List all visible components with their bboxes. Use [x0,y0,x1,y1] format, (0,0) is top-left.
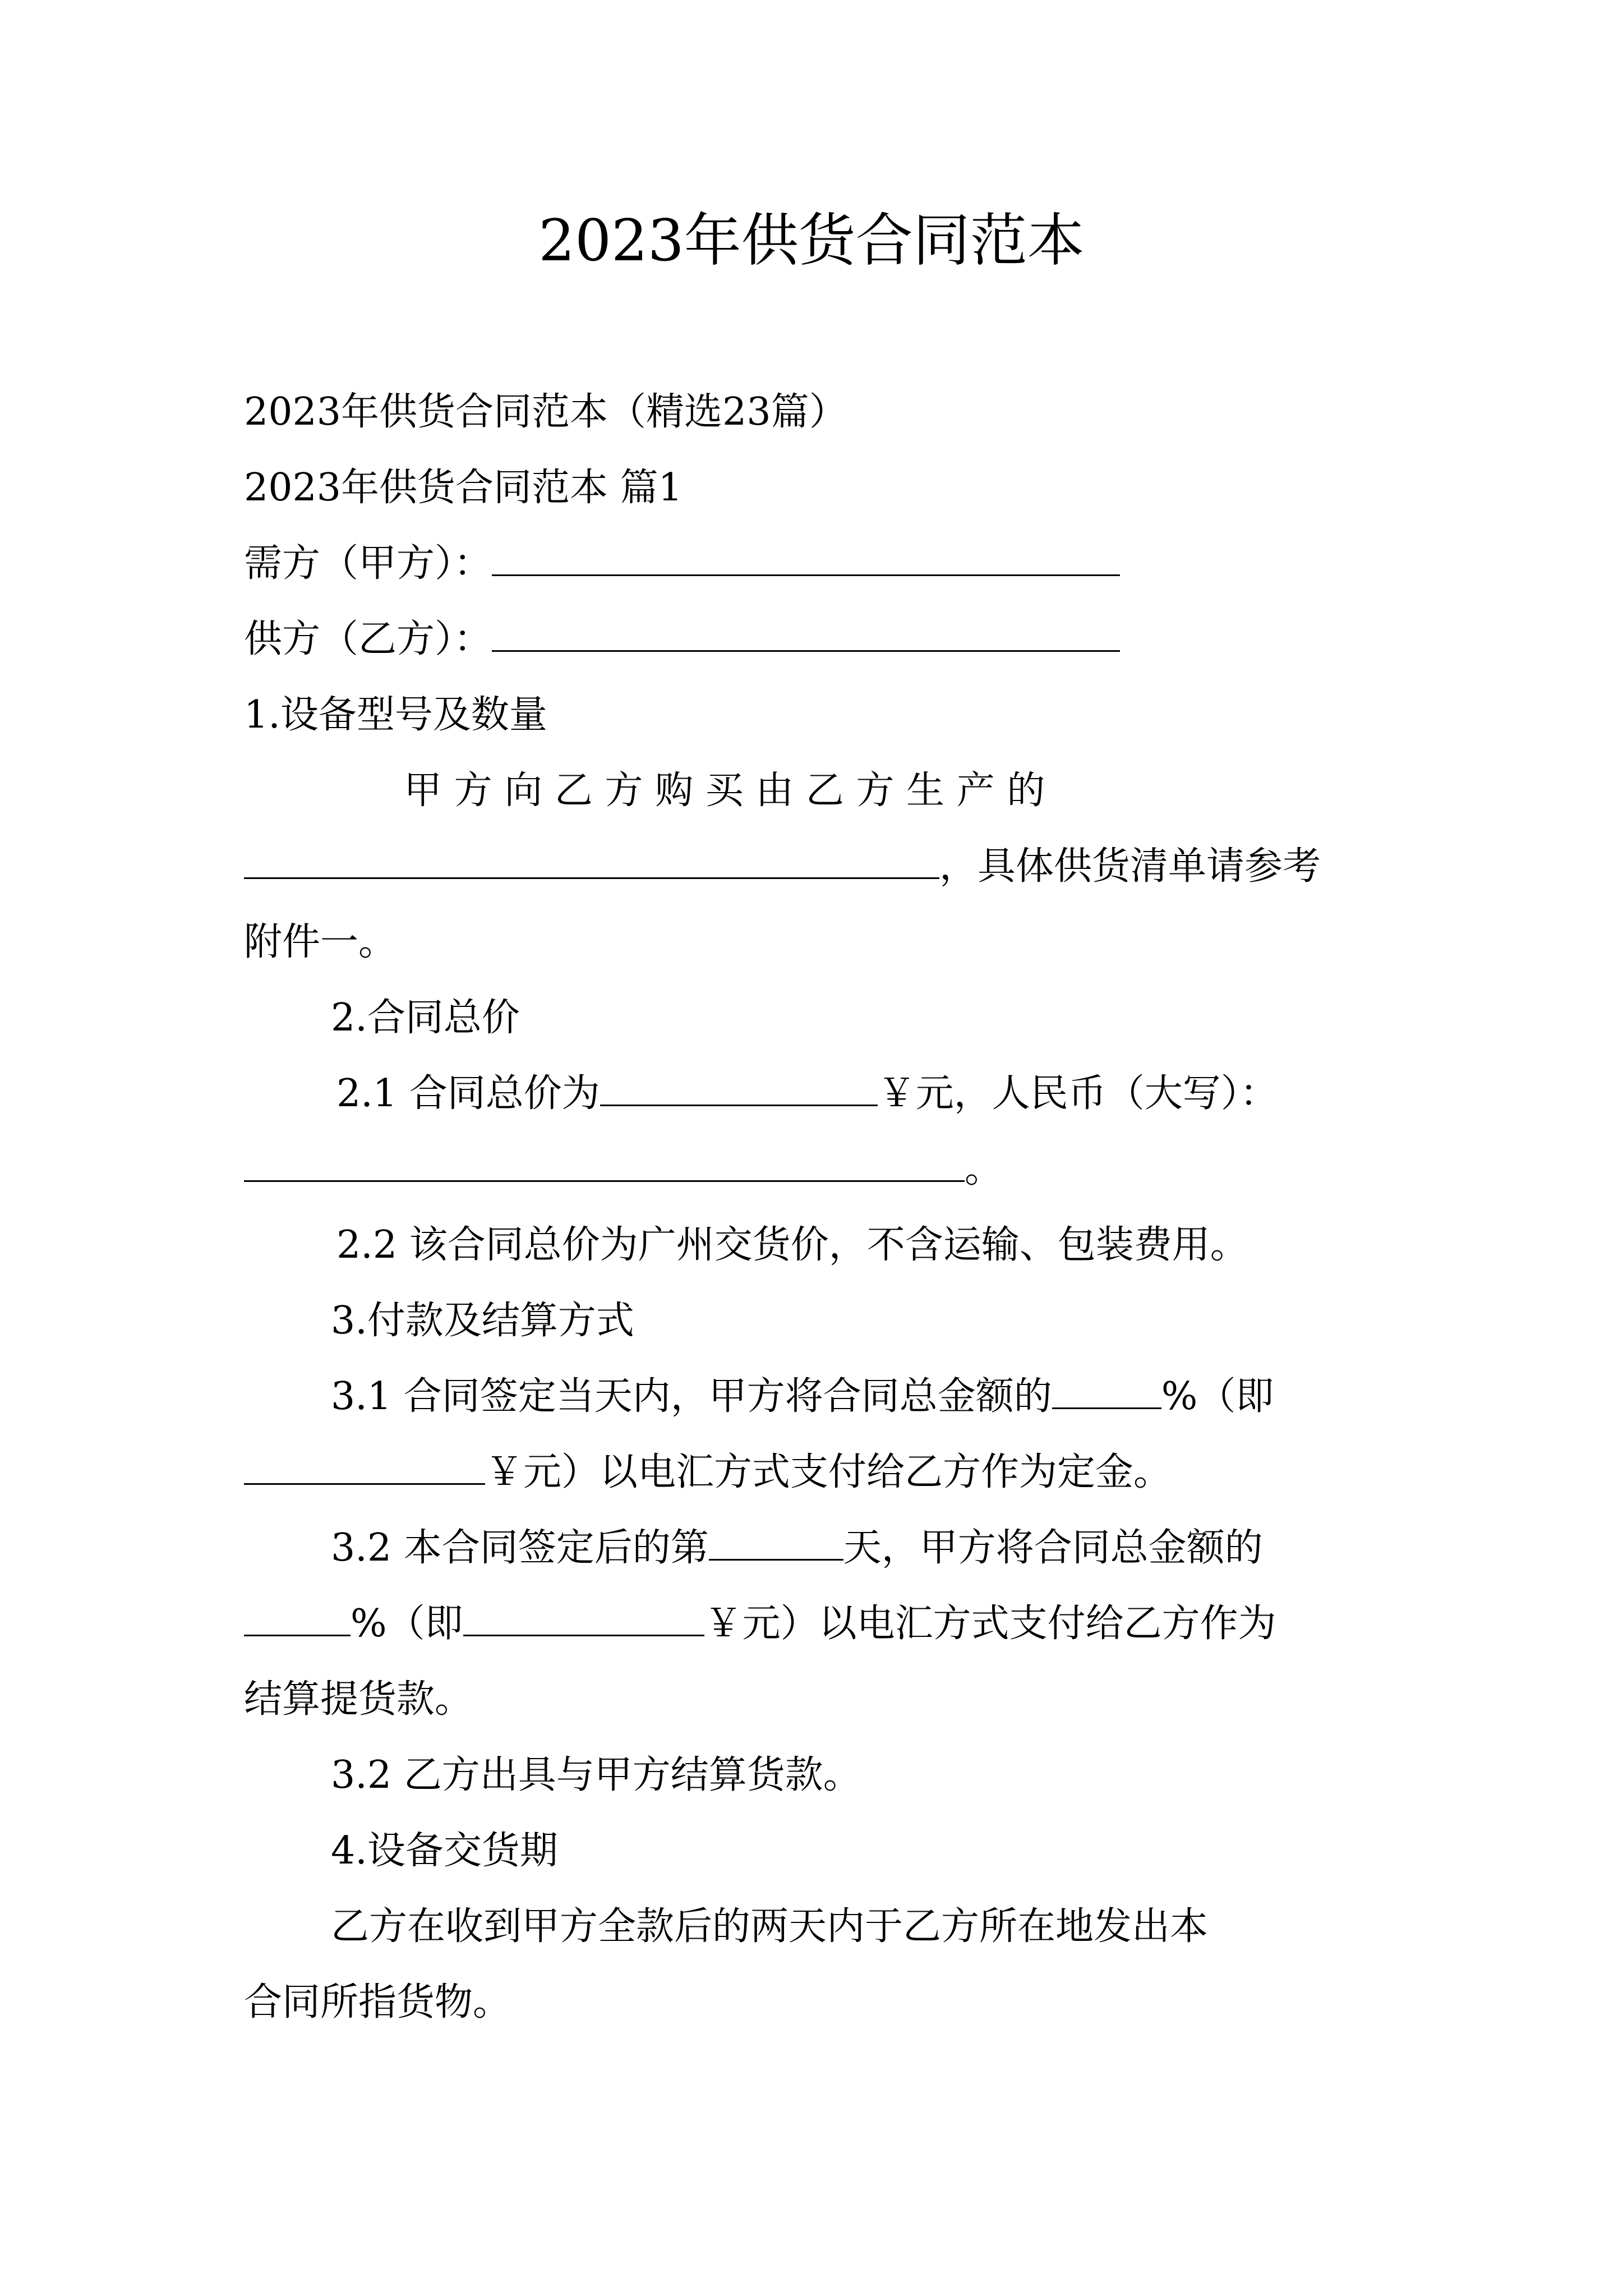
day-number-blank [709,1553,843,1561]
paragraph-2-1-prefix: 2.1 合同总价为 [336,1071,600,1116]
heading-1: 1.设备型号及数量 [244,693,547,737]
paragraph-2-1-line-2 [244,1144,1623,1195]
total-price-blank [600,1099,878,1106]
paragraph-2-1-end: 。 [965,1147,1003,1191]
heading-2: 2.合同总价 [331,996,520,1040]
paragraph-2-1-line-1 [336,1069,1623,1119]
product-blank [244,872,939,879]
paragraph-4-line-2: 合同所指货物。 [244,1980,511,2024]
total-price-words-blank [244,1175,965,1182]
section-heading: 2023年供货合同范本 篇1 [244,466,683,510]
heading-3: 3.付款及结算方式 [331,1299,634,1343]
supply-party-blank [492,645,1120,652]
supply-party-label: 供方（乙方）： [244,617,492,661]
document-subtitle: 2023年供货合同范本（精选23篇） [244,390,847,434]
paragraph-1-line-2 [244,841,1623,892]
paragraph-1-line-1: 甲 方 向 乙 方 购 买 由 乙 方 生 产 的 [404,769,1045,813]
paragraph-3-1-line-1 [331,1372,1623,1422]
paragraph-3-1-prefix: 3.1 合同签定当天内，甲方将合同总金额的 [331,1374,1052,1419]
paragraph-3-2-prefix: 3.2 本合同签定后的第 [331,1526,709,1570]
supply-party-line [244,614,1623,665]
settlement-percent-blank [244,1629,351,1636]
paragraph-3-2-suffix: 天，甲方将合同总金额的 [843,1526,1263,1570]
paragraph-3-2-line-2 [244,1599,1623,1649]
paragraph-3-1-line-2 [244,1447,1623,1498]
paragraph-1-line-3: 附件一。 [244,920,397,964]
document-title: 2023年供货合同范本 [538,208,1085,274]
paragraph-3-2b: 3.2 乙方出具与甲方结算货款。 [331,1753,861,1797]
settlement-amount-blank [463,1629,704,1636]
demand-party-blank [492,569,1120,576]
demand-party-label: 需方（甲方）： [244,541,492,586]
paragraph-3-1-suffix: %（即 [1161,1374,1274,1419]
paragraph-3-1-line-2-text: ￥元）以电汇方式支付给乙方作为定金。 [485,1450,1172,1494]
paragraph-1-line-2-text: ，具体供货清单请参考 [939,844,1321,889]
paragraph-3-2-line-2-mid: %（即 [351,1602,463,1646]
deposit-amount-blank [244,1478,485,1485]
paragraph-3-2-line-3: 结算提货款。 [244,1677,473,1722]
paragraph-2-2: 2.2 该合同总价为广州交货价，不含运输、包装费用。 [336,1223,1248,1267]
heading-4: 4.设备交货期 [331,1829,558,1873]
paragraph-3-2-line-2-suffix: ￥元）以电汇方式支付给乙方作为 [704,1602,1276,1646]
paragraph-3-2-line-1 [331,1523,1623,1573]
paragraph-4-line-1: 乙方在收到甲方全款后的两天内于乙方所在地发出本 [331,1904,1209,1949]
deposit-percent-blank [1052,1402,1161,1409]
paragraph-2-1-suffix: ￥元，人民币（大写）： [877,1071,1278,1116]
demand-party-line [244,539,1623,589]
